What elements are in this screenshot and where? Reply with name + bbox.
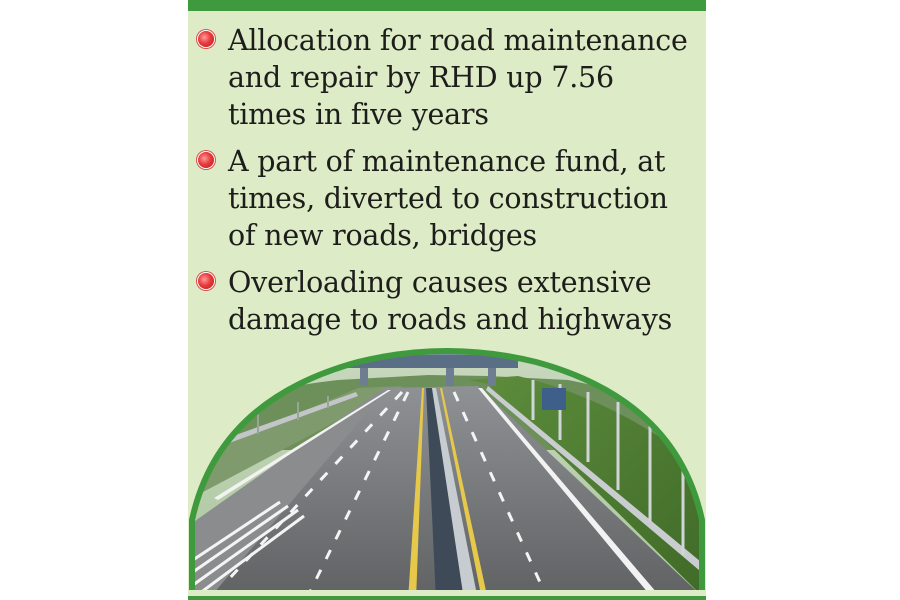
bullet-list <box>198 22 698 348</box>
red-bullet-icon <box>198 273 214 289</box>
bullet-item <box>198 264 698 338</box>
red-bullet-icon <box>198 31 214 47</box>
infographic-card <box>188 0 706 600</box>
bullet-text: Allocation for road maintenance and repair by RHD up 7.56 times in five years <box>228 24 688 131</box>
highway-photo <box>188 340 706 600</box>
bullet-item <box>198 143 698 254</box>
bullet-item <box>198 22 698 133</box>
bullet-text: A part of maintenance fund, at times, diverted to construction of new roads, bridges <box>228 145 668 252</box>
top-accent-bar <box>188 0 706 11</box>
red-bullet-icon <box>198 152 214 168</box>
bullet-text: Overloading causes extensive damage to roads and highways <box>228 266 673 336</box>
